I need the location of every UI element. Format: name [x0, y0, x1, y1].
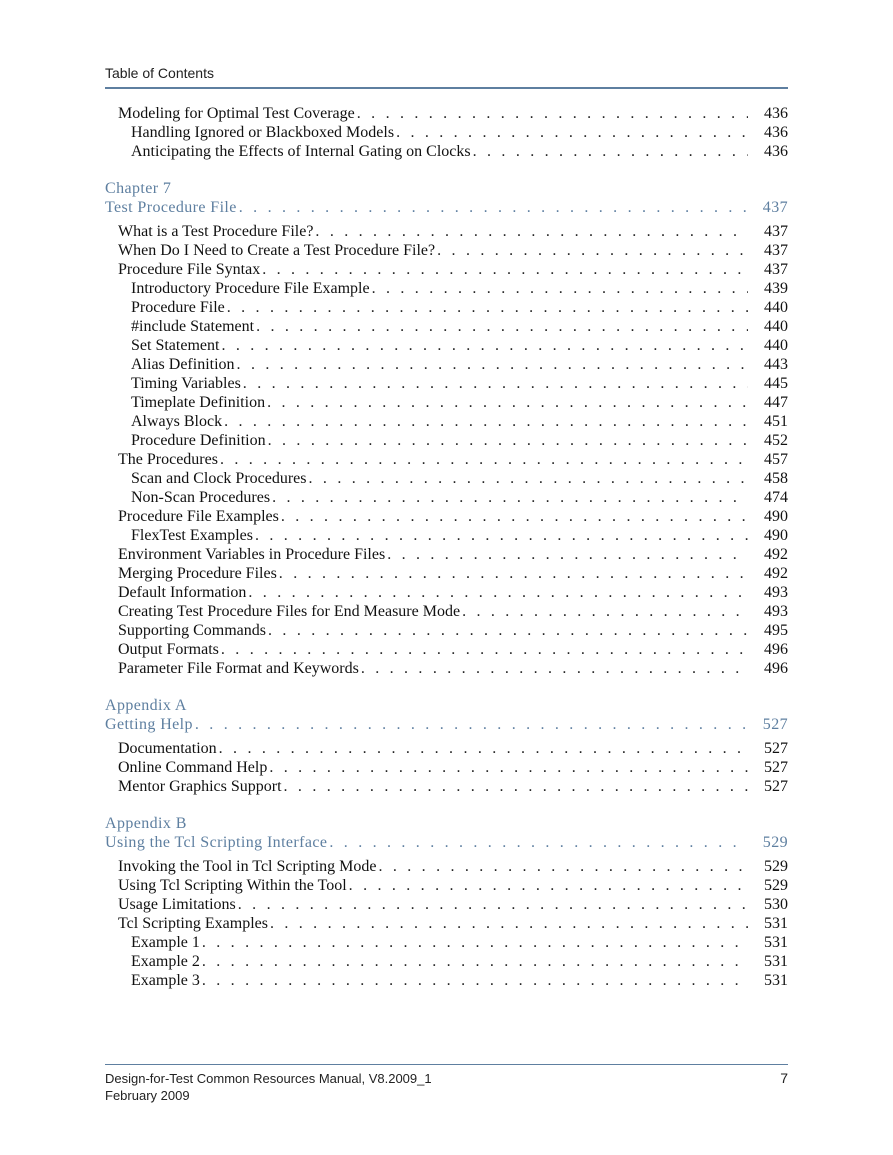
toc-entry-page-number[interactable]: 492: [764, 565, 788, 582]
dot-leader: [437, 241, 748, 260]
dot-leader: [219, 739, 748, 758]
toc-entry-title[interactable]: Introductory Procedure File Example: [131, 280, 370, 297]
toc-entry-page-number[interactable]: 490: [764, 527, 788, 544]
toc-entry-page-number[interactable]: 529: [764, 877, 788, 894]
toc-entry[interactable]: [105, 602, 788, 621]
toc-entry-page-number[interactable]: 445: [764, 375, 788, 392]
dot-leader: [227, 298, 748, 317]
table-of-contents: [105, 104, 788, 990]
toc-entry[interactable]: [105, 469, 788, 488]
toc-entry-page-number[interactable]: 436: [764, 105, 788, 122]
toc-entry-page-number[interactable]: 496: [764, 641, 788, 658]
dot-leader: [281, 507, 748, 526]
section-gap: [105, 161, 788, 179]
toc-entry-page-number[interactable]: 493: [764, 584, 788, 601]
toc-entry[interactable]: [105, 777, 788, 796]
dot-leader: [315, 222, 748, 241]
toc-entry-title[interactable]: Timeplate Definition: [131, 394, 266, 411]
toc-entry-page-number[interactable]: 436: [764, 143, 788, 160]
dot-leader: [284, 777, 748, 796]
dot-leader: [238, 895, 748, 914]
dot-leader: [248, 583, 748, 602]
dot-leader: [255, 526, 748, 545]
dot-leader: [262, 260, 748, 279]
toc-entry[interactable]: [105, 123, 788, 142]
toc-entry-page-number[interactable]: 440: [764, 337, 788, 354]
dot-leader: [221, 336, 748, 355]
toc-entry-page-number[interactable]: 437: [764, 223, 788, 240]
toc-entry-title[interactable]: Online Command Help: [118, 759, 268, 776]
toc-entry-page-number[interactable]: 447: [764, 394, 788, 411]
toc-entry[interactable]: [105, 355, 788, 374]
toc-entry-title[interactable]: Supporting Commands: [118, 622, 267, 639]
toc-entry[interactable]: [105, 374, 788, 393]
dot-leader: [195, 715, 748, 734]
toc-entry-title[interactable]: Timing Variables: [131, 375, 241, 392]
chapter-title-row[interactable]: [105, 198, 788, 217]
toc-entry[interactable]: [105, 933, 788, 952]
toc-entry-title[interactable]: Tcl Scripting Examples: [118, 915, 268, 932]
toc-entry[interactable]: [105, 298, 788, 317]
dot-leader: [378, 857, 748, 876]
toc-entry-title[interactable]: Mentor Graphics Support: [118, 778, 282, 795]
toc-entry[interactable]: [105, 104, 788, 123]
toc-entry-page-number[interactable]: 496: [764, 660, 788, 677]
toc-entry-page-number[interactable]: 527: [764, 740, 788, 757]
chapter-title-row[interactable]: [105, 715, 788, 734]
toc-entry-page-number[interactable]: 451: [764, 413, 788, 430]
chapter-page-number[interactable]: 527: [762, 716, 788, 733]
chapter-label: Appendix B: [105, 815, 187, 832]
toc-entry-page-number[interactable]: 495: [764, 622, 788, 639]
toc-entry-page-number[interactable]: 443: [764, 356, 788, 373]
dot-leader: [270, 914, 748, 933]
toc-entry[interactable]: [105, 488, 788, 507]
toc-entry[interactable]: [105, 739, 788, 758]
toc-entry-title[interactable]: Modeling for Optimal Test Coverage: [118, 105, 355, 122]
toc-entry[interactable]: [105, 876, 788, 895]
toc-entry-page-number[interactable]: 458: [764, 470, 788, 487]
toc-entry-title[interactable]: FlexTest Examples: [131, 527, 253, 544]
toc-entry[interactable]: [105, 336, 788, 355]
toc-entry[interactable]: [105, 640, 788, 659]
toc-entry[interactable]: [105, 431, 788, 450]
toc-entry-title[interactable]: Output Formats: [118, 641, 219, 658]
toc-entry-title[interactable]: Procedure File: [131, 299, 225, 316]
dot-leader: [387, 545, 748, 564]
dot-leader: [396, 123, 748, 142]
page-footer: [105, 1070, 788, 1104]
toc-entry-page-number[interactable]: 527: [764, 778, 788, 795]
toc-entry-title[interactable]: Set Statement: [131, 337, 220, 354]
chapter-page-number[interactable]: 437: [762, 199, 788, 216]
toc-entry-title[interactable]: Default Information: [118, 584, 247, 601]
footer-divider: [105, 1064, 788, 1065]
toc-entry-page-number[interactable]: 440: [764, 299, 788, 316]
footer-manual-title: Design-for-Test Common Resources Manual, V8.2009_1: [105, 1071, 432, 1086]
chapter-title-row[interactable]: [105, 833, 788, 852]
section-gap: [105, 678, 788, 696]
dot-leader: [372, 279, 748, 298]
toc-entry-title[interactable]: Alias Definition: [131, 356, 235, 373]
toc-entry[interactable]: [105, 583, 788, 602]
toc-entry-page-number[interactable]: 452: [764, 432, 788, 449]
toc-entry-title[interactable]: #include Statement: [131, 318, 255, 335]
toc-entry-page-number[interactable]: 531: [764, 934, 788, 951]
toc-entry[interactable]: [105, 971, 788, 990]
dot-leader: [202, 933, 748, 952]
toc-entry[interactable]: [105, 142, 788, 161]
toc-entry-page-number[interactable]: 531: [764, 915, 788, 932]
dot-leader: [357, 104, 748, 123]
footer-page-number: 7: [780, 1070, 788, 1086]
toc-entry-title[interactable]: Documentation: [118, 740, 217, 757]
chapter-label: Chapter 7: [105, 180, 172, 197]
dot-leader: [220, 450, 748, 469]
toc-entry-title[interactable]: Scan and Clock Procedures: [131, 470, 307, 487]
toc-entry-title[interactable]: Invoking the Tool in Tcl Scripting Mode: [118, 858, 377, 875]
toc-entry-page-number[interactable]: 493: [764, 603, 788, 620]
toc-entry-page-number[interactable]: 439: [764, 280, 788, 297]
toc-entry-page-number[interactable]: 440: [764, 318, 788, 335]
toc-entry-title[interactable]: When Do I Need to Create a Test Procedure File?: [118, 242, 436, 259]
toc-entry[interactable]: [105, 241, 788, 260]
toc-entry[interactable]: [105, 260, 788, 279]
page-header-title: Table of Contents: [105, 65, 214, 81]
toc-entry[interactable]: [105, 564, 788, 583]
dot-leader: [256, 317, 748, 336]
toc-entry[interactable]: [105, 450, 788, 469]
toc-entry-title[interactable]: What is a Test Procedure File?: [118, 223, 314, 240]
toc-entry-title[interactable]: Creating Test Procedure Files for End Measure Mode: [118, 603, 461, 620]
toc-entry-page-number[interactable]: 527: [764, 759, 788, 776]
toc-entry[interactable]: [105, 857, 788, 876]
toc-entry-title[interactable]: Handling Ignored or Blackboxed Models: [131, 124, 395, 141]
toc-entry[interactable]: [105, 526, 788, 545]
toc-entry-title[interactable]: Always Block: [131, 413, 223, 430]
footer-date: February 2009: [105, 1088, 190, 1103]
chapter-title[interactable]: Using the Tcl Scripting Interface: [105, 834, 328, 851]
toc-entry-title[interactable]: Using Tcl Scripting Within the Tool: [118, 877, 347, 894]
toc-entry-page-number[interactable]: 436: [764, 124, 788, 141]
toc-entry[interactable]: [105, 659, 788, 678]
toc-entry-title[interactable]: Example 3: [131, 972, 200, 989]
dot-leader: [269, 758, 748, 777]
dot-leader: [237, 355, 748, 374]
toc-entry-title[interactable]: Example 2: [131, 953, 200, 970]
toc-entry-title[interactable]: Non-Scan Procedures: [131, 489, 271, 506]
toc-entry[interactable]: [105, 914, 788, 933]
toc-entry-title[interactable]: Example 1: [131, 934, 200, 951]
dot-leader: [268, 621, 748, 640]
dot-leader: [268, 431, 748, 450]
toc-entry-page-number[interactable]: 530: [764, 896, 788, 913]
toc-entry[interactable]: [105, 222, 788, 241]
toc-entry-page-number[interactable]: 457: [764, 451, 788, 468]
chapter-title[interactable]: Getting Help: [105, 716, 193, 733]
dot-leader: [221, 640, 748, 659]
toc-entry[interactable]: [105, 952, 788, 971]
dot-leader: [361, 659, 748, 678]
toc-entry[interactable]: [105, 545, 788, 564]
toc-entry[interactable]: [105, 758, 788, 777]
toc-entry-page-number[interactable]: 490: [764, 508, 788, 525]
toc-entry[interactable]: [105, 412, 788, 431]
toc-entry[interactable]: [105, 393, 788, 412]
dot-leader: [279, 564, 748, 583]
toc-entry-title[interactable]: Environment Variables in Procedure Files: [118, 546, 386, 563]
toc-entry-title[interactable]: Procedure File Examples: [118, 508, 279, 525]
toc-entry[interactable]: [105, 895, 788, 914]
toc-entry[interactable]: [105, 279, 788, 298]
toc-entry-page-number[interactable]: 531: [764, 953, 788, 970]
header-divider: [105, 87, 788, 89]
dot-leader: [202, 971, 748, 990]
toc-entry-title[interactable]: Parameter File Format and Keywords: [118, 660, 359, 677]
toc-entry-title[interactable]: Procedure Definition: [131, 432, 266, 449]
dot-leader: [309, 469, 748, 488]
section-gap: [105, 796, 788, 814]
dot-leader: [462, 602, 748, 621]
dot-leader: [202, 952, 748, 971]
dot-leader: [272, 488, 748, 507]
toc-entry[interactable]: [105, 507, 788, 526]
toc-entry-page-number[interactable]: 531: [764, 972, 788, 989]
toc-entry-title[interactable]: Usage Limitations: [118, 896, 236, 913]
toc-entry-title[interactable]: Procedure File Syntax: [118, 261, 261, 278]
toc-entry-title[interactable]: Merging Procedure Files: [118, 565, 277, 582]
toc-entry-page-number[interactable]: 529: [764, 858, 788, 875]
chapter-page-number[interactable]: 529: [762, 834, 788, 851]
toc-entry-title[interactable]: The Procedures: [118, 451, 218, 468]
dot-leader: [239, 198, 748, 217]
dot-leader: [267, 393, 748, 412]
toc-entry[interactable]: [105, 621, 788, 640]
dot-leader: [224, 412, 748, 431]
toc-entry-page-number[interactable]: 437: [764, 261, 788, 278]
toc-entry-page-number[interactable]: 492: [764, 546, 788, 563]
toc-entry-title[interactable]: Anticipating the Effects of Internal Gating on Clocks: [131, 143, 471, 160]
chapter-title[interactable]: Test Procedure File: [105, 199, 237, 216]
dot-leader: [349, 876, 748, 895]
chapter-label: Appendix A: [105, 697, 187, 714]
toc-entry-page-number[interactable]: 437: [764, 242, 788, 259]
dot-leader: [329, 833, 748, 852]
dot-leader: [243, 374, 748, 393]
toc-entry[interactable]: [105, 317, 788, 336]
dot-leader: [473, 142, 748, 161]
toc-entry-page-number[interactable]: 474: [764, 489, 788, 506]
